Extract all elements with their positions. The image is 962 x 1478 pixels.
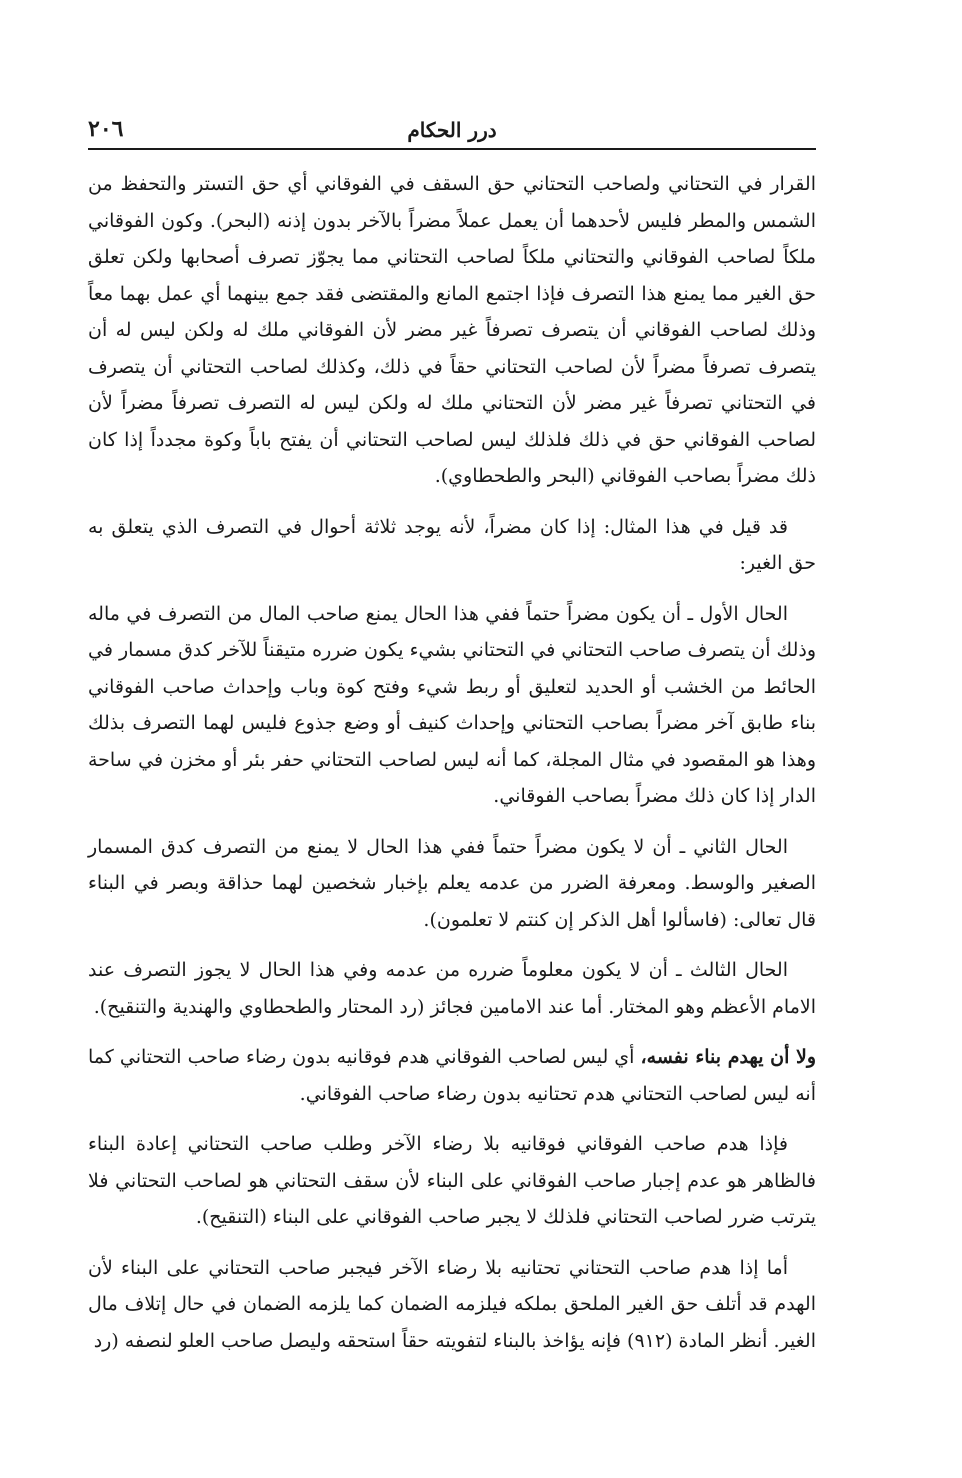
paragraph-5: الحال الثالث ـ أن لا يكون معلوماً ضرره من عدمه وفي هذا الحال لا يجوز التصرف عند الامام الأعظم وهو المختار. أما عند الامامين فجائز (رد المحتار والطحطاوي والهندية والتنقيح). xyxy=(88,959,816,1018)
paragraph-6-rest: أي ليس لصاحب الفوقاني هدم فوقانيه بدون رضاء صاحب التحتاني كما أنه ليس لصاحب التحتاني هدم تحتانيه بدون رضاء صاحب الفوقاني. xyxy=(88,1046,816,1105)
paragraph-6 xyxy=(88,1039,816,1112)
paragraph-7: فإذا هدم صاحب الفوقاني فوقانيه بلا رضاء الآخر وطلب صاحب التحتاني إعادة البناء فالظاهر هو عدم إجبار صاحب الفوقاني على البناء لأن سقف التحتاني هو لصاحب التحتاني فلا يترتب ضرر لصاحب التحتاني فلذلك لا يجبر صاحب الفوقاني على البناء (التنقيح). xyxy=(88,1133,816,1228)
paragraph-4: الحال الثاني ـ أن لا يكون مضراً حتماً ففي هذا الحال لا يمنع من التصرف كدق المسمار الصغير والوسط. ومعرفة الضرر من عدمه يعلم بإخبار شخصين لهما حذاقة وبصر في البناء قال تعالى: (فاسألوا أهل الذكر إن كنتم لا تعلمون). xyxy=(88,835,816,931)
page-number: ٢٠٦ xyxy=(88,116,124,142)
body-text xyxy=(88,166,816,1359)
paragraph-8: أما إذا هدم صاحب التحتاني تحتانيه بلا رضاء الآخر فيجبر صاحب التحتاني على البناء لأن الهدم قد أتلف حق الغير الملحق بملكه فيلزمه الضمان كما يلزمه الضمان في حال إتلاف مال الغير. أنظر المادة (٩١٢) فإنه يؤاخذ بالبناء لتفويته حقاً استحقه وليصل صاحب العلو لنصفه (رد xyxy=(88,1256,816,1352)
page-header xyxy=(88,108,816,150)
running-title: درر الحكام xyxy=(407,118,497,142)
paragraph-1: القرار في التحتاني ولصاحب التحتاني حق السقف في الفوقاني أي حق التستر والتحفظ من الشمس والمطر فليس لأحدهما أن يعمل عملاً مضراً بالآخر بدون إذنه (البحر). وكون الفوقاني ملكاً لصاحب الفوقاني والتحتاني ملكاً لصاحب التحتاني مما يجوّز تصرف أصحابها ولكن تعلق حق الغير مما يمنع هذا التصرف فإذا اجتمع المانع والمقتضى فقد جمع بينهما أي عمل بهما معاً وذلك لصاحب الفوقاني أن يتصرف تصرفاً غير مضر لأن الفوقاني ملك له ولكن ليس له أن يتصرف تصرفاً مضراً لأن لصاحب التحتاني حقاً في ذلك، وكذلك لصاحب التحتاني أن يتصرف في التحتاني تصرفاً غير مضر لأن التحتاني ملك له ولكن ليس له التصرف تصرفاً مضراً لأن لصاحب الفوقاني حق في ذلك فلذلك ليس لصاحب التحتاني أن يفتح باباً وكوة مجدداً إذا كان ذلك مضراً بصاحب الفوقاني (البحر والطحطاوي). xyxy=(88,173,817,487)
paragraph-3: الحال الأول ـ أن يكون مضراً حتماً ففي هذا الحال يمنع صاحب المال من التصرف في ماله وذلك أن يتصرف صاحب التحتاني في التحتاني بشيء يكون ضرره متيقناً للآخر كدق مسمار في الحائط من الخشب أو الحديد لتعليق أو ربط شيء وفتح كوة وباب وإحداث صاحب الفوقاني بناء طابق آخر مضراً بصاحب التحتاني وإحداث كنيف أو وضع جذوع فليس لهما التصرف بذلك وهذا هو المقصود في مثال المجلة، كما أنه ليس لصاحب التحتاني حفر بئر أو مخزن في ساحة الدار إذا كان ذلك مضراً بصاحب الفوقاني. xyxy=(88,602,816,807)
document-page xyxy=(88,108,816,1373)
paragraph-2: قد قيل في هذا المثال: إذا كان مضراً، لأنه يوجد ثلاثة أحوال في التصرف الذي يتعلق به حق الغير: xyxy=(88,515,816,574)
paragraph-6-lead: ولا أن يهدم بناء نفسه، xyxy=(640,1046,816,1068)
